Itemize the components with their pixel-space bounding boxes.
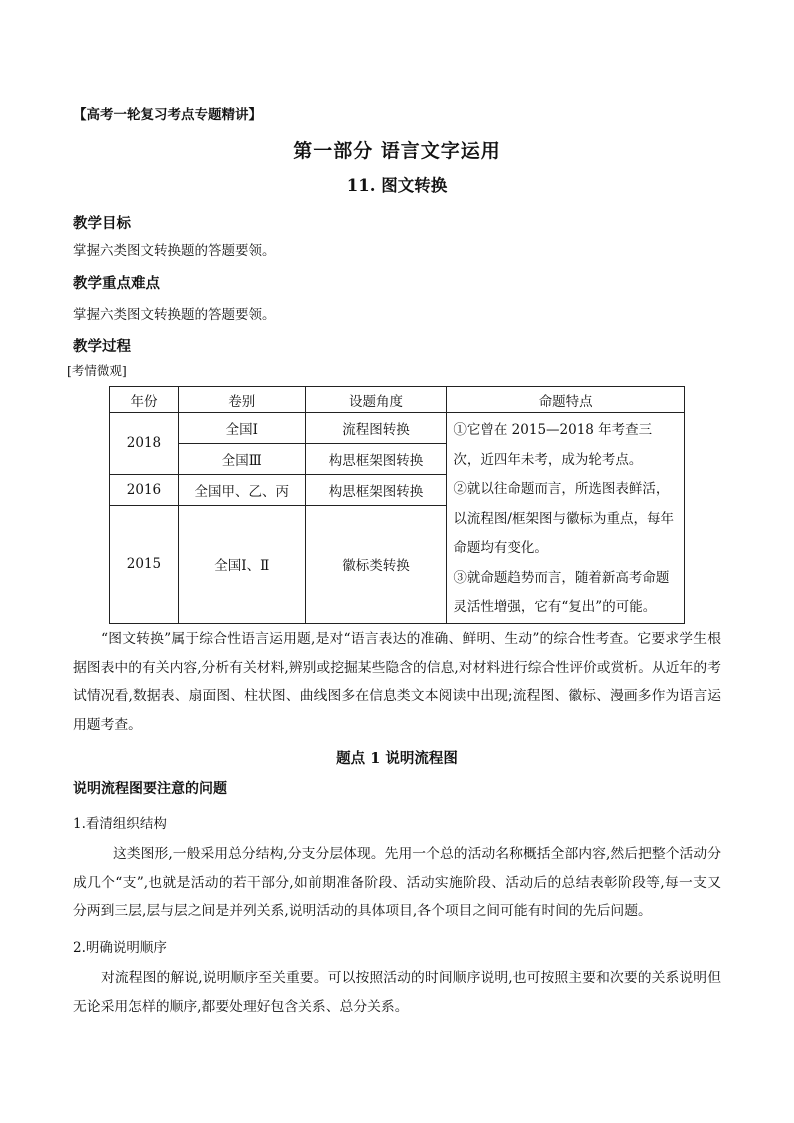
process-heading: 教学过程	[73, 338, 131, 355]
point2-text: 对流程图的解说,说明顺序至关重要。可以按照活动的时间顺序说明,也可按照主要和次要的关系说明但无论采用怎样的顺序,都要处理好包含关系、总分关系。	[73, 970, 721, 1015]
page-subtitle: 11. 图文转换	[346, 176, 448, 195]
feature-note: ①它曾在 2015—2018 年考查三次，近四年未考，成为轮考点。	[453, 422, 653, 468]
angle-cell: 流程图转换	[305, 413, 447, 444]
page-title: 第一部分 语言文字运用	[293, 140, 501, 162]
year-cell: 2018	[110, 413, 179, 475]
feature-note: ③就命题趋势而言，随着新高考命题灵活性增强，它有“复出”的可能。	[453, 569, 670, 615]
table-row	[110, 413, 685, 444]
key-heading: 教学重点难点	[73, 275, 160, 292]
table-header: 年份	[110, 387, 179, 413]
angle-cell: 构思框架图转换	[305, 443, 447, 474]
point1-text: 这类图形,一般采用总分结构,分支分层体现。先用一个总的活动名称概括全部内容,然后把整个活动分成几个“支”,也就是活动的若干部分,如前期准备阶段、活动实施阶段、活动后的总结表彰阶段等,每一支又分两到三层,层与层之间是并列关系,说明活动的具体项目,各个项目之间可能有时间的先后问题。	[73, 846, 721, 919]
table-header-row	[110, 387, 685, 413]
volume-cell: 全国甲、乙、丙	[178, 474, 305, 505]
angle-cell: 徽标类转换	[305, 505, 447, 623]
volume-cell: 全国Ⅰ	[178, 413, 305, 444]
table-header: 卷别	[178, 387, 305, 413]
overview-label: [考情微观]	[67, 363, 127, 378]
point2-title: 2.明确说明顺序	[73, 940, 167, 956]
angle-cell: 构思框架图转换	[305, 474, 447, 505]
volume-cell: 全国Ⅲ	[178, 443, 305, 474]
table-header: 设题角度	[305, 387, 447, 413]
key-text: 掌握六类图文转换题的答题要领。	[73, 307, 276, 323]
year-cell: 2015	[110, 505, 179, 623]
exam-overview-table	[109, 386, 685, 624]
volume-cell: 全国Ⅰ、Ⅱ	[178, 505, 305, 623]
features-cell	[447, 413, 685, 624]
feature-note: ②就以往命题而言，所选图表鲜活，以流程图/框架图与徽标为重点，每年命题均有变化。	[453, 481, 674, 556]
goal-text: 掌握六类图文转换题的答题要领。	[73, 243, 276, 259]
header-tag: 【高考一轮复习考点专题精讲】	[73, 107, 262, 123]
issues-heading: 说明流程图要注意的问题	[73, 781, 227, 797]
goal-heading: 教学目标	[73, 215, 131, 232]
table-header: 命题特点	[447, 387, 685, 413]
intro-paragraph: “图文转换”属于综合性语言运用题,是对“语言表达的准确、鲜明、生动”的综合性考查。它要求学生根据图表中的有关内容,分析有关材料,辨别或挖掘某些隐含的信息,对材料进行综合性评价或赏析。从近年的考试情况看,数据表、扇面图、柱状图、曲线图多在信息类文本阅读中出现;流程图、徽标、漫画多作为语言运用题考查。	[73, 631, 721, 733]
year-cell: 2016	[110, 474, 179, 505]
point1-title: 1.看清组织结构	[73, 816, 167, 832]
topic-heading: 题点 1 说明流程图	[336, 750, 458, 767]
